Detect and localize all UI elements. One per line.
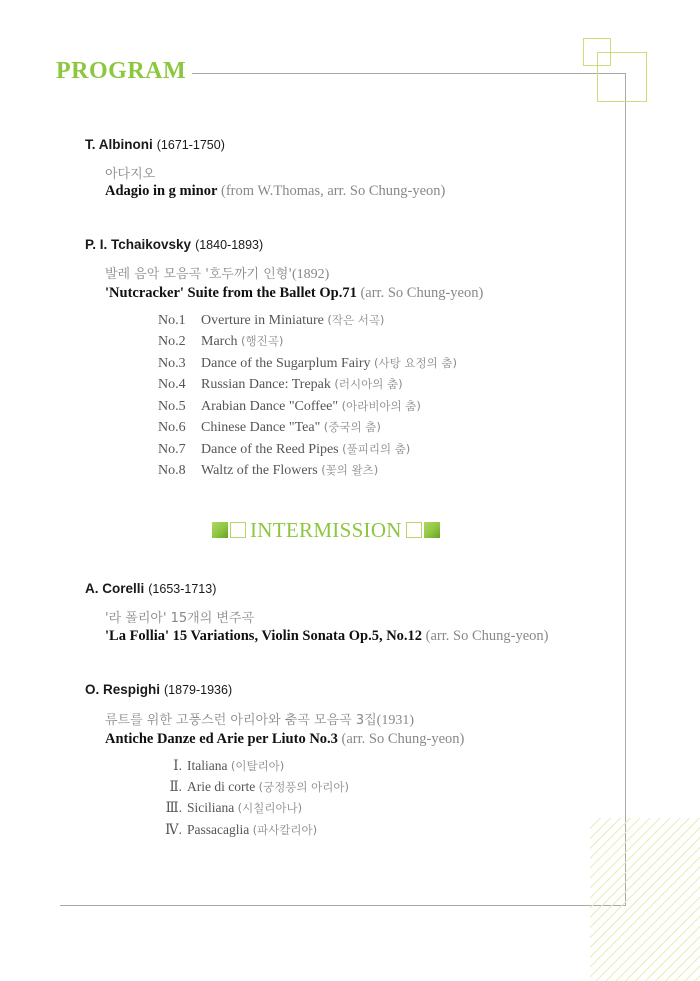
arrangement-note: (from W.Thomas, arr. So Chung-yeon) bbox=[221, 183, 446, 199]
frame-right-line bbox=[625, 73, 626, 906]
movement-title: Arie di corte bbox=[187, 779, 256, 794]
korean-title bbox=[105, 263, 329, 283]
decorative-hatch-pattern bbox=[590, 818, 700, 981]
movement-title: Waltz of the Flowers bbox=[201, 463, 318, 478]
work-name: 'La Follia' 15 Variations, Violin Sonata Op.5, No.12 bbox=[105, 628, 423, 644]
movement-number: No.6 bbox=[158, 420, 186, 435]
movement-number: No.1 bbox=[158, 313, 186, 328]
composer-years: (1671-1750) bbox=[156, 138, 225, 152]
composer-heading bbox=[85, 237, 263, 252]
movement-korean: (이탈리아) bbox=[230, 759, 285, 773]
movement-title: Passacaglia bbox=[187, 822, 250, 837]
composer-name: O. Respighi bbox=[85, 682, 161, 697]
empty-square-icon bbox=[230, 522, 246, 538]
decorative-square bbox=[597, 52, 647, 102]
page-title: PROGRAM bbox=[56, 58, 187, 84]
frame-bottom-line bbox=[60, 905, 626, 906]
movement-item bbox=[160, 758, 284, 774]
movement-korean: (사탕 요정의 춤) bbox=[374, 356, 457, 370]
movement-number: No.5 bbox=[158, 399, 186, 414]
korean-title-text: 류트를 위한 고풍스런 아리아와 춤곡 모음곡 3집 bbox=[105, 713, 377, 728]
korean-title: 아다지오 bbox=[105, 167, 156, 182]
movement-number: No.2 bbox=[158, 334, 186, 349]
movement-number: No.4 bbox=[158, 377, 186, 392]
movement-korean: (중국의 춤) bbox=[323, 420, 381, 434]
movement-title: Italiana bbox=[187, 758, 228, 773]
work-title bbox=[105, 731, 464, 748]
composer-years: (1840-1893) bbox=[195, 238, 264, 252]
filled-square-icon bbox=[424, 522, 440, 538]
movement-item bbox=[158, 376, 403, 393]
frame-top-line bbox=[192, 73, 626, 74]
movement-title: Dance of the Reed Pipes bbox=[201, 442, 339, 457]
movement-korean: (러시아의 춤) bbox=[334, 377, 403, 391]
movement-korean: (아라비아의 춤) bbox=[341, 399, 421, 413]
movement-title: Dance of the Sugarplum Fairy bbox=[201, 356, 371, 371]
work-name: 'Nutcracker' Suite from the Ballet Op.71 bbox=[105, 285, 357, 301]
movement-item bbox=[158, 462, 378, 479]
movement-number: No.3 bbox=[158, 356, 186, 371]
movement-item bbox=[158, 419, 381, 436]
movement-korean: (풀피리의 춤) bbox=[342, 442, 411, 456]
composer-name: T. Albinoni bbox=[85, 137, 153, 152]
movement-item bbox=[158, 333, 283, 350]
korean-title bbox=[105, 709, 414, 729]
movement-item bbox=[158, 355, 457, 372]
movement-title: Russian Dance: Trepak bbox=[201, 377, 331, 392]
movement-title: Arabian Dance "Coffee" bbox=[201, 399, 339, 414]
movement-number: No.7 bbox=[158, 442, 186, 457]
movement-korean: (시칠리아나) bbox=[237, 801, 303, 815]
empty-square-icon bbox=[406, 522, 422, 538]
movement-korean: (행진곡) bbox=[241, 334, 284, 348]
composer-name: P. I. Tchaikovsky bbox=[85, 237, 192, 252]
filled-square-icon bbox=[212, 522, 228, 538]
movement-item bbox=[158, 441, 410, 458]
movement-korean: (작은 서곡) bbox=[327, 313, 385, 327]
composer-name: A. Corelli bbox=[85, 581, 145, 596]
work-name: Antiche Danze ed Arie per Liuto No.3 bbox=[105, 731, 338, 747]
composer-years: (1879-1936) bbox=[164, 683, 233, 697]
work-name: Adagio in g minor bbox=[105, 183, 218, 199]
movement-number: Ⅱ. bbox=[169, 779, 182, 794]
arrangement-note: (arr. So Chung-yeon) bbox=[360, 285, 484, 301]
composer-years: (1653-1713) bbox=[148, 582, 217, 596]
movement-title: March bbox=[201, 334, 238, 349]
composer-heading bbox=[85, 581, 216, 596]
composer-heading bbox=[85, 682, 232, 697]
movement-title: Siciliana bbox=[187, 800, 235, 815]
movement-number: No.8 bbox=[158, 463, 186, 478]
movement-number: Ⅲ. bbox=[165, 800, 182, 815]
movement-item bbox=[158, 398, 421, 415]
work-title bbox=[105, 628, 549, 645]
movement-number: Ⅳ. bbox=[165, 822, 182, 837]
movement-title: Overture in Miniature bbox=[201, 313, 324, 328]
movement-number: Ⅰ. bbox=[173, 758, 182, 773]
korean-title-text: 발레 음악 모음곡 '호두까기 인형' bbox=[105, 267, 292, 282]
movement-item bbox=[160, 800, 302, 816]
movement-title: Chinese Dance "Tea" bbox=[201, 420, 321, 435]
korean-title-year: (1892) bbox=[291, 267, 330, 282]
movement-item bbox=[160, 779, 349, 795]
work-title bbox=[105, 285, 483, 302]
movement-item bbox=[158, 312, 384, 329]
movement-item bbox=[160, 822, 317, 838]
arrangement-note: (arr. So Chung-yeon) bbox=[425, 628, 549, 644]
arrangement-note: (arr. So Chung-yeon) bbox=[341, 731, 465, 747]
movement-korean: (궁정풍의 아리아) bbox=[258, 780, 349, 794]
movement-korean: (꽃의 왈츠) bbox=[321, 463, 379, 477]
movement-korean: (파사칼리아) bbox=[252, 823, 318, 837]
intermission-label: INTERMISSION bbox=[250, 517, 402, 542]
korean-title: '라 폴리아' 15개의 변주곡 bbox=[105, 611, 255, 626]
composer-heading bbox=[85, 137, 225, 152]
korean-title-year: (1931) bbox=[376, 713, 414, 728]
work-title bbox=[105, 183, 445, 200]
intermission-banner bbox=[212, 517, 440, 543]
